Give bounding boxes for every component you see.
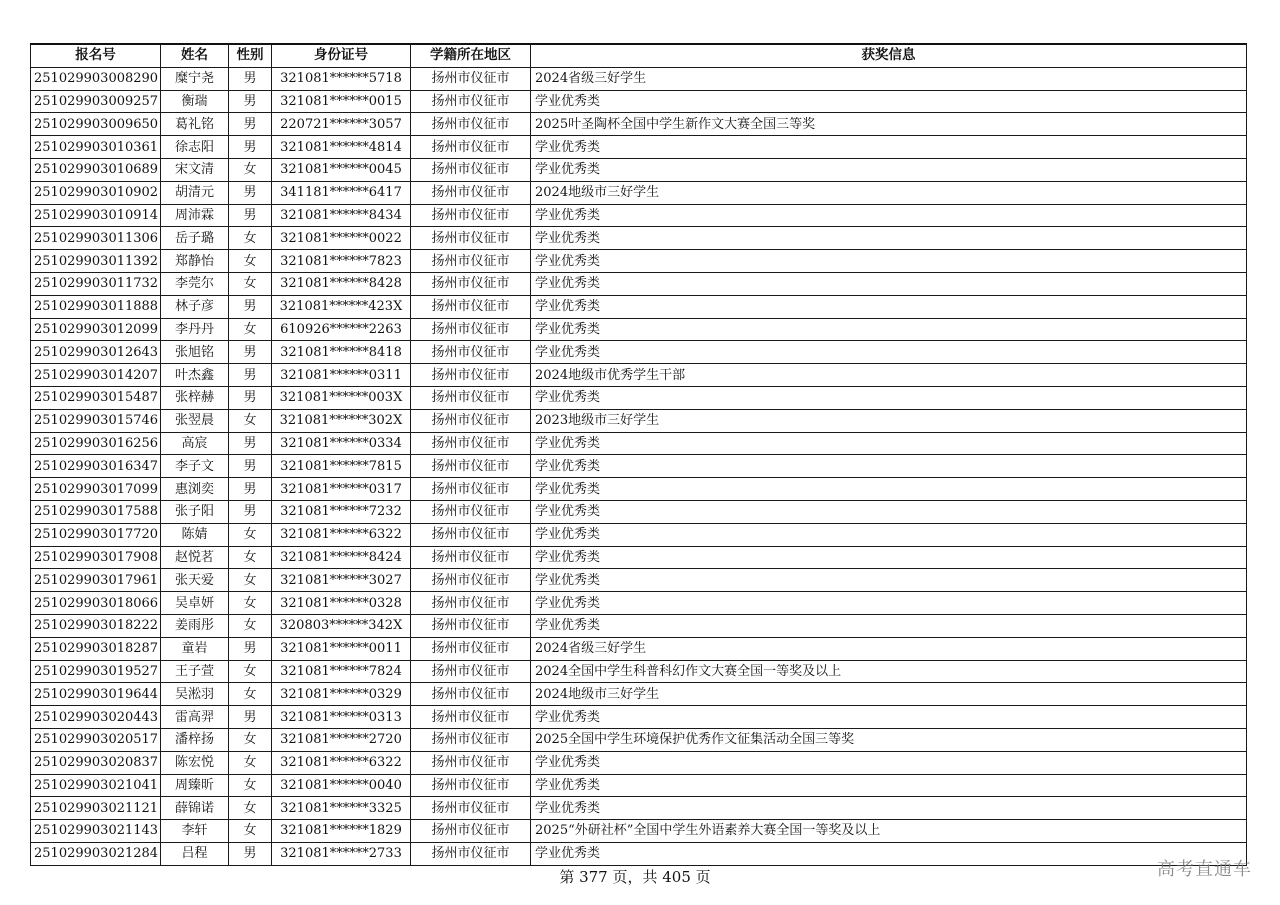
award-info-cell: 学业优秀类 [531, 751, 1247, 774]
table-row [31, 478, 1247, 501]
id-card-cell: 321081******5718 [272, 67, 411, 90]
registration-no-cell: 251029903012643 [31, 341, 161, 364]
header-name: 姓名 [161, 44, 229, 67]
school-region-cell: 扬州市仪征市 [411, 455, 531, 478]
school-region-cell: 扬州市仪征市 [411, 751, 531, 774]
gender-cell: 男 [229, 113, 272, 136]
gender-cell: 女 [229, 409, 272, 432]
gender-cell: 男 [229, 136, 272, 159]
student-name-cell: 潘梓扬 [161, 728, 229, 751]
student-name-cell: 郑静怡 [161, 250, 229, 273]
gender-cell: 女 [229, 774, 272, 797]
student-name-cell: 薛锦诺 [161, 797, 229, 820]
school-region-cell: 扬州市仪征市 [411, 90, 531, 113]
id-card-cell: 321081******3325 [272, 797, 411, 820]
student-name-cell: 张旭铭 [161, 341, 229, 364]
school-region-cell: 扬州市仪征市 [411, 614, 531, 637]
student-name-cell: 李子文 [161, 455, 229, 478]
student-award-table [30, 43, 1247, 866]
table-header-row [31, 44, 1247, 67]
table-row [31, 227, 1247, 250]
award-info-cell: 2025“外研社杯”全国中学生外语素养大赛全国一等奖及以上 [531, 820, 1247, 843]
id-card-cell: 321081******0328 [272, 592, 411, 615]
student-name-cell: 李丹丹 [161, 318, 229, 341]
table-row [31, 751, 1247, 774]
id-card-cell: 321081******8418 [272, 341, 411, 364]
school-region-cell: 扬州市仪征市 [411, 295, 531, 318]
gender-cell: 男 [229, 341, 272, 364]
id-card-cell: 321081******7815 [272, 455, 411, 478]
registration-no-cell: 251029903018287 [31, 637, 161, 660]
school-region-cell: 扬州市仪征市 [411, 706, 531, 729]
school-region-cell: 扬州市仪征市 [411, 227, 531, 250]
id-card-cell: 321081******0334 [272, 432, 411, 455]
award-info-cell: 学业优秀类 [531, 546, 1247, 569]
school-region-cell: 扬州市仪征市 [411, 136, 531, 159]
award-info-cell: 2023地级市三好学生 [531, 409, 1247, 432]
student-name-cell: 雷高羿 [161, 706, 229, 729]
award-info-cell: 学业优秀类 [531, 774, 1247, 797]
table-row [31, 614, 1247, 637]
award-info-cell: 学业优秀类 [531, 797, 1247, 820]
registration-no-cell: 251029903011732 [31, 272, 161, 295]
student-name-cell: 陈宏悦 [161, 751, 229, 774]
registration-no-cell: 251029903021284 [31, 842, 161, 865]
table-row [31, 432, 1247, 455]
gender-cell: 男 [229, 181, 272, 204]
registration-no-cell: 251029903011306 [31, 227, 161, 250]
table-row [31, 820, 1247, 843]
header-id-card: 身份证号 [272, 44, 411, 67]
id-card-cell: 321081******0317 [272, 478, 411, 501]
award-info-cell: 学业优秀类 [531, 272, 1247, 295]
student-name-cell: 高宸 [161, 432, 229, 455]
id-card-cell: 320803******342X [272, 614, 411, 637]
gender-cell: 男 [229, 432, 272, 455]
gender-cell: 男 [229, 478, 272, 501]
gender-cell: 男 [229, 706, 272, 729]
student-name-cell: 姜雨彤 [161, 614, 229, 637]
id-card-cell: 321081******6322 [272, 523, 411, 546]
id-card-cell: 321081******0022 [272, 227, 411, 250]
award-info-cell: 学业优秀类 [531, 204, 1247, 227]
header-school-region: 学籍所在地区 [411, 44, 531, 67]
registration-no-cell: 251029903019527 [31, 660, 161, 683]
student-name-cell: 赵悦茗 [161, 546, 229, 569]
school-region-cell: 扬州市仪征市 [411, 341, 531, 364]
award-info-cell: 学业优秀类 [531, 318, 1247, 341]
gender-cell: 女 [229, 523, 272, 546]
school-region-cell: 扬州市仪征市 [411, 67, 531, 90]
id-card-cell: 321081******3027 [272, 569, 411, 592]
school-region-cell: 扬州市仪征市 [411, 364, 531, 387]
id-card-cell: 321081******0313 [272, 706, 411, 729]
id-card-cell: 321081******0015 [272, 90, 411, 113]
school-region-cell: 扬州市仪征市 [411, 546, 531, 569]
id-card-cell: 321081******0045 [272, 158, 411, 181]
page-number: 第 377 页，共 405 页 [559, 868, 711, 886]
id-card-cell: 321081******0329 [272, 683, 411, 706]
student-name-cell: 岳子璐 [161, 227, 229, 250]
registration-no-cell: 251029903016347 [31, 455, 161, 478]
registration-no-cell: 251029903016256 [31, 432, 161, 455]
school-region-cell: 扬州市仪征市 [411, 409, 531, 432]
id-card-cell: 341181******6417 [272, 181, 411, 204]
registration-no-cell: 251029903020837 [31, 751, 161, 774]
table-row [31, 409, 1247, 432]
gender-cell: 男 [229, 67, 272, 90]
gender-cell: 女 [229, 592, 272, 615]
registration-no-cell: 251029903015487 [31, 386, 161, 409]
table-row [31, 364, 1247, 387]
school-region-cell: 扬州市仪征市 [411, 683, 531, 706]
registration-no-cell: 251029903012099 [31, 318, 161, 341]
header-award-info: 获奖信息 [531, 44, 1247, 67]
school-region-cell: 扬州市仪征市 [411, 113, 531, 136]
school-region-cell: 扬州市仪征市 [411, 204, 531, 227]
id-card-cell: 321081******7232 [272, 500, 411, 523]
award-info-cell: 学业优秀类 [531, 432, 1247, 455]
school-region-cell: 扬州市仪征市 [411, 774, 531, 797]
table-row [31, 272, 1247, 295]
student-name-cell: 李莞尔 [161, 272, 229, 295]
registration-no-cell: 251029903009257 [31, 90, 161, 113]
id-card-cell: 321081******003X [272, 386, 411, 409]
award-info-cell: 学业优秀类 [531, 136, 1247, 159]
table-row [31, 683, 1247, 706]
table-row [31, 546, 1247, 569]
award-info-cell: 学业优秀类 [531, 478, 1247, 501]
school-region-cell: 扬州市仪征市 [411, 660, 531, 683]
school-region-cell: 扬州市仪征市 [411, 637, 531, 660]
gender-cell: 女 [229, 569, 272, 592]
table-row [31, 592, 1247, 615]
table-row [31, 136, 1247, 159]
table-row [31, 158, 1247, 181]
table-row [31, 295, 1247, 318]
id-card-cell: 321081******423X [272, 295, 411, 318]
school-region-cell: 扬州市仪征市 [411, 728, 531, 751]
gender-cell: 男 [229, 500, 272, 523]
gender-cell: 女 [229, 227, 272, 250]
gender-cell: 女 [229, 683, 272, 706]
school-region-cell: 扬州市仪征市 [411, 250, 531, 273]
student-name-cell: 惠浏奕 [161, 478, 229, 501]
gender-cell: 女 [229, 820, 272, 843]
student-name-cell: 陈婧 [161, 523, 229, 546]
gender-cell: 男 [229, 842, 272, 865]
registration-no-cell: 251029903010689 [31, 158, 161, 181]
registration-no-cell: 251029903021143 [31, 820, 161, 843]
registration-no-cell: 251029903020443 [31, 706, 161, 729]
award-info-cell: 学业优秀类 [531, 592, 1247, 615]
student-name-cell: 衡瑞 [161, 90, 229, 113]
registration-no-cell: 251029903017588 [31, 500, 161, 523]
award-info-cell: 学业优秀类 [531, 386, 1247, 409]
table-row [31, 569, 1247, 592]
gender-cell: 女 [229, 660, 272, 683]
student-name-cell: 葛礼铭 [161, 113, 229, 136]
award-info-cell: 学业优秀类 [531, 500, 1247, 523]
table-row [31, 341, 1247, 364]
registration-no-cell: 251029903021041 [31, 774, 161, 797]
table-row [31, 90, 1247, 113]
table-row [31, 660, 1247, 683]
registration-no-cell: 251029903015746 [31, 409, 161, 432]
award-info-cell: 学业优秀类 [531, 250, 1247, 273]
student-name-cell: 张翌晨 [161, 409, 229, 432]
award-info-cell: 学业优秀类 [531, 569, 1247, 592]
gender-cell: 女 [229, 751, 272, 774]
school-region-cell: 扬州市仪征市 [411, 318, 531, 341]
registration-no-cell: 251029903018066 [31, 592, 161, 615]
school-region-cell: 扬州市仪征市 [411, 386, 531, 409]
student-name-cell: 李轩 [161, 820, 229, 843]
table-row [31, 113, 1247, 136]
registration-no-cell: 251029903011888 [31, 295, 161, 318]
gender-cell: 男 [229, 204, 272, 227]
table-row [31, 318, 1247, 341]
gender-cell: 男 [229, 90, 272, 113]
award-info-cell: 2024省级三好学生 [531, 67, 1247, 90]
student-name-cell: 糜宁尧 [161, 67, 229, 90]
school-region-cell: 扬州市仪征市 [411, 569, 531, 592]
gender-cell: 女 [229, 272, 272, 295]
student-name-cell: 童岩 [161, 637, 229, 660]
award-info-cell: 学业优秀类 [531, 706, 1247, 729]
table-row [31, 500, 1247, 523]
table-row [31, 774, 1247, 797]
school-region-cell: 扬州市仪征市 [411, 592, 531, 615]
award-info-cell: 2024省级三好学生 [531, 637, 1247, 660]
id-card-cell: 321081******7823 [272, 250, 411, 273]
gender-cell: 男 [229, 637, 272, 660]
award-info-cell: 2025叶圣陶杯全国中学生新作文大赛全国三等奖 [531, 113, 1247, 136]
table-row [31, 250, 1247, 273]
gender-cell: 女 [229, 728, 272, 751]
gender-cell: 女 [229, 546, 272, 569]
table-row [31, 204, 1247, 227]
registration-no-cell: 251029903017720 [31, 523, 161, 546]
registration-no-cell: 251029903010361 [31, 136, 161, 159]
gender-cell: 男 [229, 455, 272, 478]
registration-no-cell: 251029903008290 [31, 67, 161, 90]
registration-no-cell: 251029903009650 [31, 113, 161, 136]
id-card-cell: 321081******1829 [272, 820, 411, 843]
award-info-cell: 学业优秀类 [531, 295, 1247, 318]
registration-no-cell: 251029903017908 [31, 546, 161, 569]
id-card-cell: 321081******8428 [272, 272, 411, 295]
award-info-cell: 学业优秀类 [531, 158, 1247, 181]
award-info-cell: 学业优秀类 [531, 227, 1247, 250]
gender-cell: 男 [229, 386, 272, 409]
table-row [31, 842, 1247, 865]
watermark-logo: 高考直通车 [1157, 859, 1252, 880]
registration-no-cell: 251029903011392 [31, 250, 161, 273]
table-row [31, 797, 1247, 820]
student-name-cell: 王子萱 [161, 660, 229, 683]
award-info-cell: 学业优秀类 [531, 614, 1247, 637]
gender-cell: 女 [229, 318, 272, 341]
school-region-cell: 扬州市仪征市 [411, 797, 531, 820]
award-info-cell: 学业优秀类 [531, 455, 1247, 478]
table-row [31, 181, 1247, 204]
school-region-cell: 扬州市仪征市 [411, 523, 531, 546]
registration-no-cell: 251029903014207 [31, 364, 161, 387]
student-name-cell: 张子阳 [161, 500, 229, 523]
award-info-cell: 学业优秀类 [531, 523, 1247, 546]
registration-no-cell: 251029903010902 [31, 181, 161, 204]
award-info-cell: 2024地级市三好学生 [531, 181, 1247, 204]
award-info-cell: 2024全国中学生科普科幻作文大赛全国一等奖及以上 [531, 660, 1247, 683]
id-card-cell: 610926******2263 [272, 318, 411, 341]
table-row [31, 455, 1247, 478]
table-row [31, 523, 1247, 546]
student-name-cell: 周臻昕 [161, 774, 229, 797]
id-card-cell: 321081******0040 [272, 774, 411, 797]
id-card-cell: 321081******2733 [272, 842, 411, 865]
header-registration-no: 报名号 [31, 44, 161, 67]
registration-no-cell: 251029903019644 [31, 683, 161, 706]
id-card-cell: 220721******3057 [272, 113, 411, 136]
student-name-cell: 胡清元 [161, 181, 229, 204]
school-region-cell: 扬州市仪征市 [411, 181, 531, 204]
gender-cell: 女 [229, 614, 272, 637]
school-region-cell: 扬州市仪征市 [411, 158, 531, 181]
table-row [31, 728, 1247, 751]
student-name-cell: 张梓赫 [161, 386, 229, 409]
gender-cell: 男 [229, 364, 272, 387]
table-row [31, 706, 1247, 729]
registration-no-cell: 251029903021121 [31, 797, 161, 820]
student-name-cell: 吕程 [161, 842, 229, 865]
table-row [31, 386, 1247, 409]
gender-cell: 女 [229, 797, 272, 820]
id-card-cell: 321081******2720 [272, 728, 411, 751]
award-info-cell: 2024地级市优秀学生干部 [531, 364, 1247, 387]
id-card-cell: 321081******8434 [272, 204, 411, 227]
student-name-cell: 宋文清 [161, 158, 229, 181]
registration-no-cell: 251029903017961 [31, 569, 161, 592]
id-card-cell: 321081******302X [272, 409, 411, 432]
award-info-cell: 2025全国中学生环境保护优秀作文征集活动全国三等奖 [531, 728, 1247, 751]
student-name-cell: 周沛霖 [161, 204, 229, 227]
id-card-cell: 321081******0311 [272, 364, 411, 387]
header-gender: 性别 [229, 44, 272, 67]
gender-cell: 女 [229, 250, 272, 273]
gender-cell: 女 [229, 158, 272, 181]
table-row [31, 67, 1247, 90]
award-info-cell: 学业优秀类 [531, 341, 1247, 364]
student-name-cell: 吴卓妍 [161, 592, 229, 615]
table-body [31, 67, 1247, 865]
student-name-cell: 叶杰鑫 [161, 364, 229, 387]
student-name-cell: 张天爱 [161, 569, 229, 592]
id-card-cell: 321081******0011 [272, 637, 411, 660]
school-region-cell: 扬州市仪征市 [411, 272, 531, 295]
student-name-cell: 林子彦 [161, 295, 229, 318]
registration-no-cell: 251029903017099 [31, 478, 161, 501]
school-region-cell: 扬州市仪征市 [411, 842, 531, 865]
gender-cell: 男 [229, 295, 272, 318]
award-info-cell: 2024地级市三好学生 [531, 683, 1247, 706]
school-region-cell: 扬州市仪征市 [411, 500, 531, 523]
registration-no-cell: 251029903010914 [31, 204, 161, 227]
registration-no-cell: 251029903020517 [31, 728, 161, 751]
school-region-cell: 扬州市仪征市 [411, 478, 531, 501]
student-name-cell: 徐志阳 [161, 136, 229, 159]
registration-no-cell: 251029903018222 [31, 614, 161, 637]
table-row [31, 637, 1247, 660]
school-region-cell: 扬州市仪征市 [411, 820, 531, 843]
student-name-cell: 吴淞羽 [161, 683, 229, 706]
school-region-cell: 扬州市仪征市 [411, 432, 531, 455]
id-card-cell: 321081******7824 [272, 660, 411, 683]
id-card-cell: 321081******6322 [272, 751, 411, 774]
id-card-cell: 321081******8424 [272, 546, 411, 569]
award-info-cell: 学业优秀类 [531, 842, 1247, 865]
award-info-cell: 学业优秀类 [531, 90, 1247, 113]
id-card-cell: 321081******4814 [272, 136, 411, 159]
